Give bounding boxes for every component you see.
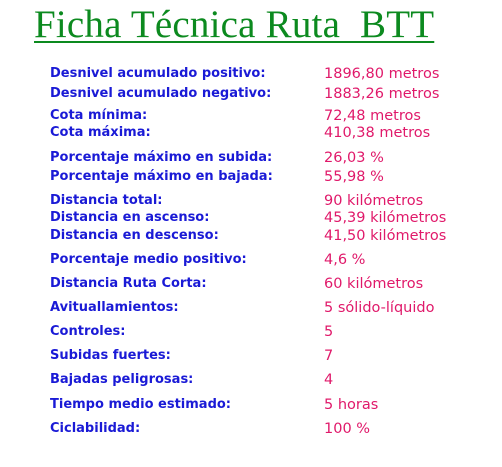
- spec-label: Porcentaje medio positivo:: [50, 252, 247, 267]
- spec-value: 90 kilómetros: [324, 193, 424, 209]
- spec-row-tiempo-medio: [0, 395, 502, 415]
- spec-row-ciclabilidad: [0, 419, 502, 439]
- spec-value: 1883,26 metros: [324, 86, 440, 102]
- spec-row-distancia-ruta-corta: [0, 274, 502, 294]
- spec-row-cota-maxima: [0, 123, 502, 143]
- spec-value: 4,6 %: [324, 252, 366, 268]
- spec-label: Bajadas peligrosas:: [50, 372, 194, 387]
- spec-label: Ciclabilidad:: [50, 421, 141, 436]
- spec-label: Distancia total:: [50, 193, 163, 208]
- spec-value: 5 sólido-líquido: [324, 300, 435, 316]
- spec-label: Distancia en descenso:: [50, 228, 219, 243]
- spec-label: Cota mínima:: [50, 108, 148, 123]
- spec-label: Subidas fuertes:: [50, 348, 171, 363]
- spec-row-controles: [0, 322, 502, 342]
- spec-label: Distancia Ruta Corta:: [50, 276, 207, 291]
- spec-value: 41,50 kilómetros: [324, 228, 447, 244]
- spec-value: 4: [324, 372, 334, 388]
- spec-value: 26,03 %: [324, 150, 384, 166]
- spec-value: 100 %: [324, 421, 371, 437]
- spec-value: 60 kilómetros: [324, 276, 424, 292]
- spec-row-avituallamientos: [0, 298, 502, 318]
- spec-label: Desnivel acumulado positivo:: [50, 66, 266, 81]
- spec-row-distancia-descenso: [0, 226, 502, 246]
- spec-value: 72,48 metros: [324, 108, 421, 124]
- spec-label: Controles:: [50, 324, 126, 339]
- spec-value: 5: [324, 324, 334, 340]
- spec-row-desnivel-positivo: [0, 64, 502, 84]
- spec-row-pct-max-bajada: [0, 167, 502, 187]
- spec-label: Porcentaje máximo en subida:: [50, 150, 273, 165]
- spec-label: Avituallamientos:: [50, 300, 179, 315]
- spec-row-desnivel-negativo: [0, 84, 502, 104]
- spec-value: 55,98 %: [324, 169, 384, 185]
- spec-value: 410,38 metros: [324, 125, 431, 141]
- spec-row-bajadas-peligrosas: [0, 370, 502, 390]
- spec-value: 45,39 kilómetros: [324, 210, 447, 226]
- spec-label: Tiempo medio estimado:: [50, 397, 232, 412]
- spec-label: Cota máxima:: [50, 125, 151, 140]
- spec-value: 1896,80 metros: [324, 66, 440, 82]
- spec-label: Desnivel acumulado negativo:: [50, 86, 272, 101]
- spec-label: Porcentaje máximo en bajada:: [50, 169, 273, 184]
- spec-row-distancia-ascenso: [0, 208, 502, 228]
- spec-row-subidas-fuertes: [0, 346, 502, 366]
- page-title: Ficha Técnica Ruta BTT: [34, 3, 435, 46]
- spec-value: 7: [324, 348, 334, 364]
- spec-label: Distancia en ascenso:: [50, 210, 210, 225]
- spec-row-pct-medio-positivo: [0, 250, 502, 270]
- spec-row-pct-max-subida: [0, 148, 502, 168]
- spec-value: 5 horas: [324, 397, 379, 413]
